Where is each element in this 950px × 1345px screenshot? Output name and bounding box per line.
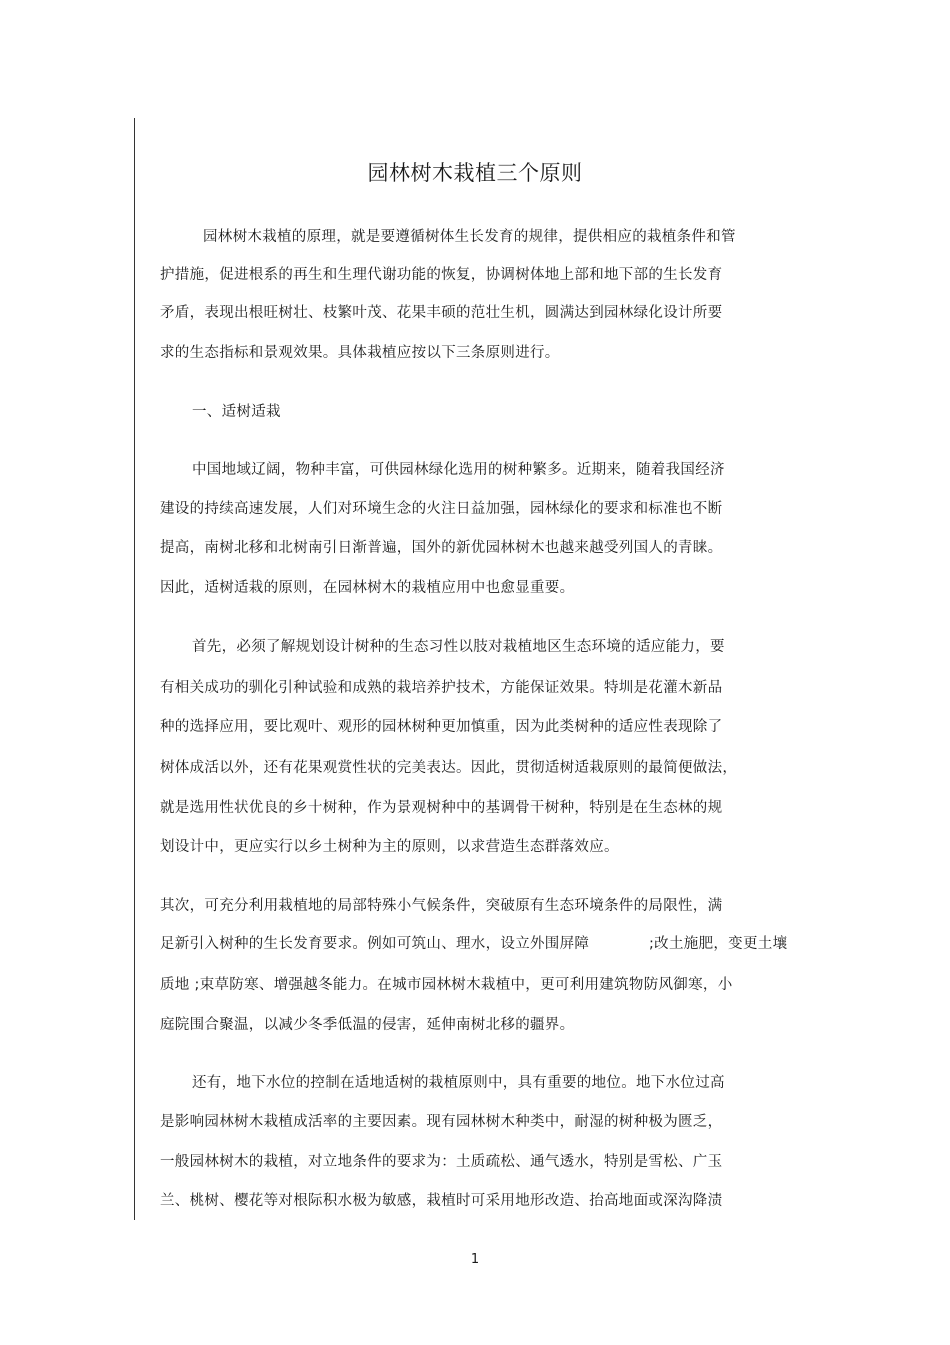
text-line: 是影响园林树木栽植成活率的主要因素。现有园林树木种类中，耐湿的树种极为匮乏， — [160, 1114, 723, 1130]
text-line: 护措施，促进根系的再生和生理代谢功能的恢复，协调树体地上部和地下部的生长发育 — [160, 267, 723, 283]
page-title: 园林树木栽植三个原则 — [367, 161, 583, 185]
text-line: 因此，适树适栽的原则，在园林树木的栽植应用中也愈显重要。 — [160, 580, 575, 596]
text-line: 中国地域辽阔，物种丰富，可供园林绿化选用的树种繁多。近期来，随着我国经济 — [192, 462, 725, 478]
text-line: 树体成活以外，还有花果观赏性状的完美表达。因此，贯彻适树适栽原则的最简便做法， — [160, 760, 738, 776]
text-line: 提高，南树北移和北树南引日渐普遍，国外的新优园林树木也越来越受列国人的青睐。 — [160, 540, 723, 556]
text-line: 质地 ;束草防寒、增强越冬能力。在城市园林树木栽植中，更可利用建筑物防风御寒，小 — [160, 977, 733, 993]
text-line: 种的选择应用，要比观叶、观形的园林树种更加慎重，因为此类树种的适应性表现除了 — [160, 719, 723, 735]
text-line: 就是选用性状优良的乡十树种，作为景观树种中的基调骨干树种，特别是在生态林的规 — [160, 800, 723, 816]
margin-rule — [134, 118, 135, 1220]
text-line: 园林树木栽植的原理，就是要遵循树体生长发育的规律，提供相应的栽植条件和管 — [203, 229, 736, 245]
text-line: 有相关成功的驯化引种试验和成熟的栽培养护技术，方能保证效果。特圳是花灌木新品 — [160, 680, 723, 696]
text-line: 首先，必须了解规划设计树种的生态习性以肢对栽植地区生态环境的适应能力，要 — [192, 639, 725, 655]
text-line: 建设的持续高速发展，人们对环境生念的火注日益加强，园林绿化的要求和标准也不断 — [160, 501, 723, 517]
text-line-fragment: ;改土施肥，变更土壤 — [649, 936, 788, 952]
text-line: 一般园林树木的栽植，对立地条件的要求为：土质疏松、通气透水，特别是雪松、广玉 — [160, 1154, 723, 1170]
text-line: 矛盾，表现出根旺树壮、枝繁叶茂、花果丰硕的范壮生机，圆满达到园林绿化设计所要 — [160, 305, 723, 321]
section-heading: 一、适树适栽 — [192, 404, 281, 420]
text-line: 足新引入树种的生长发育要求。例如可筑山、理水，设立外围屏障 — [160, 936, 590, 952]
text-line: 还有，地下水位的控制在适地适树的栽植原则中，具有重要的地位。地下水位过高 — [192, 1075, 725, 1091]
text-line: 其次，可充分利用栽植地的局部特殊小气候条件，突破原有生态环境条件的局限性，满 — [160, 898, 723, 914]
page-number: 1 — [470, 1252, 480, 1267]
text-line: 庭院围合聚温，以减少冬季低温的侵害，延伸南树北移的疆界。 — [160, 1017, 575, 1033]
text-line: 划设计中，更应实行以乡土树种为主的原则，以求营造生态群落效应。 — [160, 839, 619, 855]
text-line: 兰、桃树、樱花等对根际积水极为敏感，栽植时可采用地形改造、抬高地面或深沟降渍 — [160, 1193, 723, 1209]
text-line: 求的生态指标和景观效果。具体栽植应按以下三条原则进行。 — [160, 345, 560, 361]
